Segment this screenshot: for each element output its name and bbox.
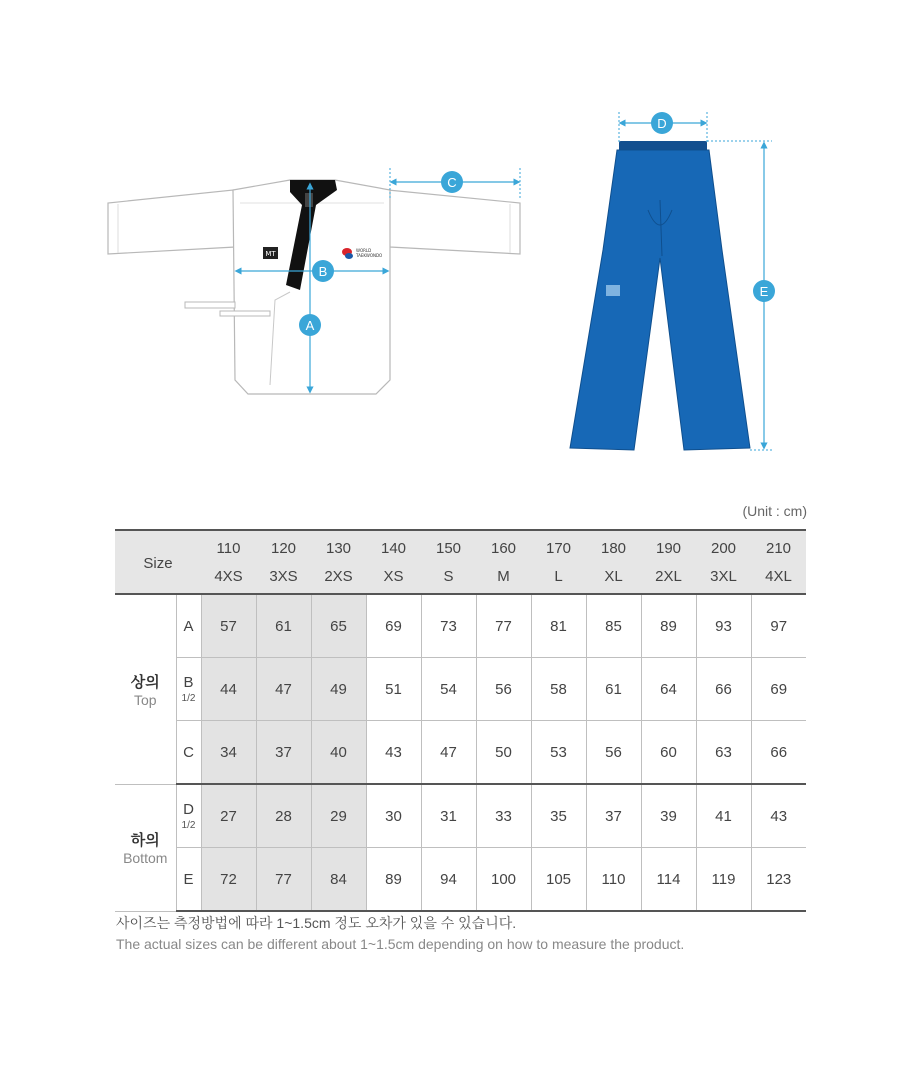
measurement-value: 85	[586, 594, 641, 658]
size-number: 170	[531, 530, 586, 562]
measurement-value: 60	[641, 721, 696, 785]
measurement-value: 57	[201, 594, 256, 658]
measurement-value: 84	[311, 848, 366, 912]
group-label-korean: 하의	[130, 832, 160, 849]
measurement-value: 37	[256, 721, 311, 785]
measurement-value: 35	[531, 784, 586, 848]
size-code: XL	[586, 562, 641, 594]
measurement-value: 54	[421, 658, 476, 721]
measurement-value: 94	[421, 848, 476, 912]
measurement-row	[115, 658, 806, 721]
measurement-value: 37	[586, 784, 641, 848]
size-code: 4XL	[751, 562, 806, 594]
size-number: 160	[476, 530, 531, 562]
svg-text:C: C	[447, 175, 457, 190]
jacket-illustration	[108, 168, 520, 394]
measurement-value: 29	[311, 784, 366, 848]
measurement-value: 50	[476, 721, 531, 785]
note-korean: 사이즈는 측정방법에 따라 1~1.5cm 정도 오차가 있을 수 있습니다.	[116, 915, 517, 931]
unit-label: (Unit : cm)	[742, 503, 807, 519]
measurement-row	[115, 784, 806, 848]
measurement-value: 110	[586, 848, 641, 912]
svg-text:WORLD: WORLD	[356, 248, 372, 253]
size-code: 2XS	[311, 562, 366, 594]
size-number: 180	[586, 530, 641, 562]
measurement-value: 39	[641, 784, 696, 848]
measurement-value: 123	[751, 848, 806, 912]
size-code: 3XS	[256, 562, 311, 594]
measurement-value: 77	[476, 594, 531, 658]
group-label	[115, 784, 176, 911]
half-measure-note: 1/2	[181, 693, 196, 704]
measurement-value: 93	[696, 594, 751, 658]
measurement-row	[115, 848, 806, 912]
measurement-value: 66	[751, 721, 806, 785]
measurement-letter-text: B	[183, 674, 194, 691]
measurement-value: 43	[366, 721, 421, 785]
measurement-value: 47	[256, 658, 311, 721]
measurement-value: 61	[586, 658, 641, 721]
size-number: 110	[201, 530, 256, 562]
measurement-letter-text: C	[183, 743, 194, 761]
size-code: XS	[366, 562, 421, 594]
measurement-value: 105	[531, 848, 586, 912]
measurement-value: 89	[641, 594, 696, 658]
garment-illustrations	[0, 0, 923, 470]
measurement-value: 69	[751, 658, 806, 721]
measurement-value: 27	[201, 784, 256, 848]
measurement-value: 28	[256, 784, 311, 848]
pants-illustration	[570, 112, 775, 450]
measurement-value: 63	[696, 721, 751, 785]
svg-text:E: E	[759, 284, 769, 299]
measurement-value: 44	[201, 658, 256, 721]
size-number: 130	[311, 530, 366, 562]
measurement-value: 58	[531, 658, 586, 721]
measurement-value: 114	[641, 848, 696, 912]
measurement-letter-text: A	[183, 617, 194, 635]
size-code: 2XL	[641, 562, 696, 594]
measurement-letter	[176, 848, 201, 912]
measurement-letter-text: D	[183, 801, 194, 818]
size-number: 120	[256, 530, 311, 562]
measurement-value: 73	[421, 594, 476, 658]
size-number: 190	[641, 530, 696, 562]
measurement-value: 51	[366, 658, 421, 721]
size-number: 140	[366, 530, 421, 562]
measurement-value: 49	[311, 658, 366, 721]
size-code: M	[476, 562, 531, 594]
measurement-value: 34	[201, 721, 256, 785]
measurement-value: 41	[696, 784, 751, 848]
measurement-value: 53	[531, 721, 586, 785]
measurement-letter	[176, 658, 201, 721]
measurement-value: 31	[421, 784, 476, 848]
measurement-value: 69	[366, 594, 421, 658]
measurement-value: 77	[256, 848, 311, 912]
measurement-letter	[176, 721, 201, 785]
measurement-value: 40	[311, 721, 366, 785]
measurement-value: 97	[751, 594, 806, 658]
measurement-value: 47	[421, 721, 476, 785]
measurement-letter	[176, 594, 201, 658]
size-table-header	[115, 530, 806, 594]
measurement-value: 66	[696, 658, 751, 721]
measurement-value: 64	[641, 658, 696, 721]
measurement-row	[115, 721, 806, 785]
measurement-value: 100	[476, 848, 531, 912]
svg-text:MT: MT	[265, 250, 276, 258]
svg-text:TAEKWONDO: TAEKWONDO	[356, 253, 383, 258]
svg-text:A: A	[305, 318, 315, 333]
size-code: L	[531, 562, 586, 594]
measurement-value: 119	[696, 848, 751, 912]
measurement-value: 43	[751, 784, 806, 848]
measurement-value: 89	[366, 848, 421, 912]
measurement-value: 56	[476, 658, 531, 721]
group-label	[115, 594, 176, 784]
size-code: 3XL	[696, 562, 751, 594]
group-label-english: Top	[133, 691, 157, 708]
size-code: 4XS	[201, 562, 256, 594]
size-code: S	[421, 562, 476, 594]
pants-logo	[606, 285, 620, 296]
measurement-value: 61	[256, 594, 311, 658]
size-number: 150	[421, 530, 476, 562]
size-number: 200	[696, 530, 751, 562]
size-table	[115, 529, 806, 912]
svg-text:D: D	[657, 116, 667, 131]
measurement-value: 56	[586, 721, 641, 785]
measurement-value: 81	[531, 594, 586, 658]
half-measure-note: 1/2	[181, 820, 196, 831]
measurement-value: 65	[311, 594, 366, 658]
group-label-korean: 상의	[130, 673, 160, 691]
size-number: 210	[751, 530, 806, 562]
measurement-value: 72	[201, 848, 256, 912]
measurement-letter-text: E	[183, 870, 194, 888]
group-label-english: Bottom	[123, 850, 168, 866]
measurement-row	[115, 594, 806, 658]
measurement-letter	[176, 784, 201, 848]
size-header: Size	[115, 530, 201, 594]
note-english: The actual sizes can be different about 1~1.5cm depending on how to measure the product.	[116, 936, 685, 952]
measurement-value: 33	[476, 784, 531, 848]
measurement-value: 30	[366, 784, 421, 848]
svg-text:B: B	[318, 264, 328, 279]
size-table-body	[115, 594, 806, 911]
